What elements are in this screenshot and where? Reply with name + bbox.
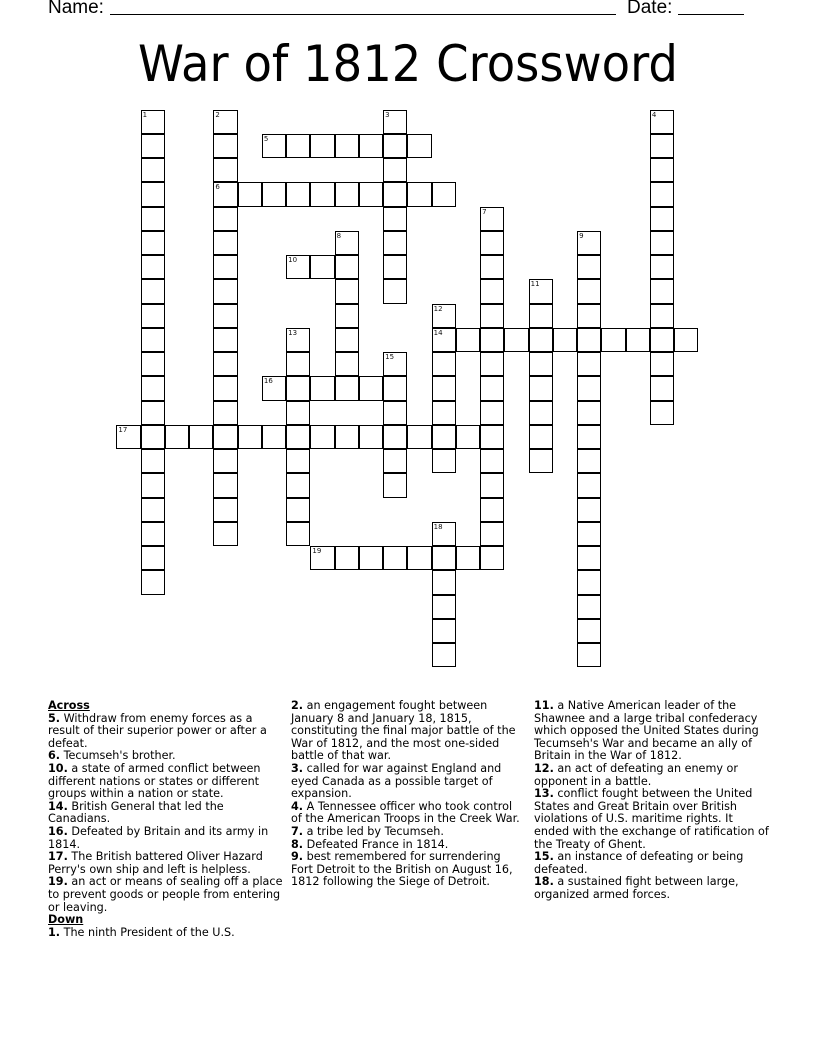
grid-cell[interactable]	[480, 522, 504, 546]
grid-cell[interactable]	[480, 328, 504, 352]
clue-text: an engagement fought between January 8 and January 18, 1815, constituting the final major battle of the War of 1812, and the most one-sided battle of that war.	[291, 699, 516, 763]
grid-cell[interactable]	[335, 352, 359, 376]
date-label: Date:	[627, 0, 673, 18]
grid-cell[interactable]	[213, 182, 237, 206]
grid-cell[interactable]	[383, 158, 407, 182]
grid-cell[interactable]	[141, 231, 165, 255]
grid-cell[interactable]	[577, 643, 601, 667]
grid-cell[interactable]	[529, 376, 553, 400]
grid-cell[interactable]	[286, 376, 310, 400]
grid-cell[interactable]	[141, 182, 165, 206]
grid-cell[interactable]	[213, 255, 237, 279]
grid-cell[interactable]	[577, 595, 601, 619]
grid-cell[interactable]	[310, 182, 334, 206]
clue-number: 3.	[291, 761, 304, 775]
grid-cell[interactable]	[335, 182, 359, 206]
grid-cell[interactable]	[432, 546, 456, 570]
grid-cell[interactable]	[141, 376, 165, 400]
grid-cell[interactable]	[116, 425, 140, 449]
clue-column-3	[534, 700, 769, 902]
clue-number-label: 14	[433, 328, 443, 337]
clue-down-15	[534, 851, 769, 876]
clue-across-10	[48, 763, 283, 801]
grid-cell[interactable]	[383, 134, 407, 158]
grid-cell[interactable]	[650, 158, 674, 182]
grid-cell[interactable]	[529, 352, 553, 376]
grid-cell[interactable]	[480, 498, 504, 522]
grid-cell[interactable]	[577, 328, 601, 352]
grid-cell[interactable]	[335, 255, 359, 279]
clue-text: an act or means of sealing off a place to prevent goods or people from entering or leaving.	[48, 875, 283, 914]
grid-cell[interactable]	[141, 449, 165, 473]
clue-across-19	[48, 876, 283, 914]
clue-text: best remembered for surrendering Fort Detroit to the British on August 16, 1812 following the Siege of Detroit.	[291, 850, 513, 889]
grid-cell[interactable]	[650, 134, 674, 158]
grid-cell[interactable]	[141, 158, 165, 182]
clue-number-label: 2	[215, 110, 220, 119]
clue-number-label: 18	[433, 522, 443, 531]
name-label: Name:	[48, 0, 104, 18]
clue-across-17	[48, 851, 283, 876]
clue-number-label: 6	[215, 183, 220, 192]
grid-cell[interactable]	[286, 449, 310, 473]
grid-cell[interactable]	[335, 546, 359, 570]
grid-cell[interactable]	[577, 425, 601, 449]
grid-cell[interactable]	[286, 134, 310, 158]
grid-cell[interactable]	[310, 255, 334, 279]
clue-text: an act of defeating an enemy or opponent in a battle.	[534, 761, 738, 788]
grid-cell[interactable]	[189, 425, 213, 449]
grid-cell[interactable]	[213, 449, 237, 473]
clue-number: 7.	[291, 824, 304, 838]
grid-cell[interactable]	[480, 255, 504, 279]
grid-cell[interactable]	[650, 376, 674, 400]
clue-number-label: 5	[263, 134, 269, 143]
clue-number-label: 12	[433, 304, 443, 313]
clue-text: conflict fought between the United States and Great Britain over British violations of U.S. maritime rights. It ended with the exchange of ratification of the Treaty of Ghent.	[534, 787, 769, 851]
down-heading: Down	[48, 913, 84, 927]
grid-cell[interactable]	[674, 328, 698, 352]
clue-text: Withdraw from enemy forces as a result of their superior power or after a defeat.	[48, 711, 267, 750]
grid-cell[interactable]	[432, 643, 456, 667]
grid-cell[interactable]	[626, 328, 650, 352]
grid-cell[interactable]	[141, 425, 165, 449]
grid-cell[interactable]	[141, 134, 165, 158]
grid-cell[interactable]	[529, 449, 553, 473]
grid-cell[interactable]	[141, 522, 165, 546]
grid-cell[interactable]	[577, 570, 601, 594]
grid-cell[interactable]	[407, 134, 431, 158]
grid-cell[interactable]	[650, 231, 674, 255]
clue-down-1	[48, 927, 283, 940]
grid-cell[interactable]	[577, 255, 601, 279]
grid-cell[interactable]	[480, 304, 504, 328]
clue-number: 8.	[291, 837, 304, 851]
clue-number: 18.	[534, 875, 554, 889]
grid-cell[interactable]	[213, 304, 237, 328]
grid-cell[interactable]	[650, 352, 674, 376]
grid-cell[interactable]	[456, 546, 480, 570]
grid-cell[interactable]	[286, 255, 310, 279]
grid-cell[interactable]	[238, 182, 262, 206]
clue-text: called for war against England and eyed Canada as a possible target of expansion.	[291, 761, 502, 801]
clue-text: Defeated France in 1814.	[306, 837, 449, 851]
grid-cell[interactable]	[213, 473, 237, 497]
grid-cell[interactable]	[432, 449, 456, 473]
clue-text: an instance of defeating or being defeated.	[534, 850, 744, 876]
grid-cell[interactable]	[383, 425, 407, 449]
grid-cell[interactable]	[577, 279, 601, 303]
grid-cell[interactable]	[213, 522, 237, 546]
grid-cell[interactable]	[577, 401, 601, 425]
grid-cell[interactable]	[141, 473, 165, 497]
grid-cell[interactable]	[456, 425, 480, 449]
clue-text: Defeated by Britain and its army in 1814.	[48, 824, 269, 851]
clue-down-11	[534, 700, 769, 763]
clue-number-label: 19	[312, 547, 322, 556]
grid-cell[interactable]	[432, 376, 456, 400]
grid-cell[interactable]	[432, 595, 456, 619]
grid-cell[interactable]	[529, 328, 553, 352]
clue-down-3	[291, 763, 526, 801]
grid-cell[interactable]	[286, 498, 310, 522]
grid-cell[interactable]	[529, 401, 553, 425]
clue-across-16	[48, 826, 283, 851]
grid-cell[interactable]	[262, 182, 286, 206]
clue-number: 17.	[48, 850, 68, 864]
clue-number-label: 16	[263, 377, 273, 386]
clue-down-13	[534, 788, 769, 851]
grid-cell[interactable]	[432, 328, 456, 352]
grid-cell[interactable]	[213, 352, 237, 376]
grid-cell[interactable]	[286, 328, 310, 352]
grid-cell[interactable]	[383, 110, 407, 134]
grid-cell[interactable]	[383, 255, 407, 279]
clue-number: 1.	[48, 925, 61, 939]
clue-number: 12.	[534, 761, 554, 775]
grid-cell[interactable]	[432, 619, 456, 643]
grid-cell[interactable]	[213, 134, 237, 158]
grid-cell[interactable]	[480, 546, 504, 570]
grid-cell[interactable]	[141, 328, 165, 352]
clue-text: The British battered Oliver Hazard Perry's own ship and left is helpless.	[48, 850, 263, 876]
grid-cell[interactable]	[141, 255, 165, 279]
clue-number: 15.	[534, 850, 554, 864]
grid-cell[interactable]	[310, 376, 334, 400]
grid-cell[interactable]	[577, 619, 601, 643]
clue-number: 19.	[48, 875, 68, 889]
grid-cell[interactable]	[407, 182, 431, 206]
clue-number: 6.	[48, 749, 61, 763]
grid-cell[interactable]	[650, 304, 674, 328]
clue-down-4	[291, 801, 526, 826]
grid-cell[interactable]	[383, 401, 407, 425]
clue-across-14	[48, 801, 283, 826]
clue-down-12	[534, 763, 769, 788]
clue-down-18	[534, 876, 769, 901]
clue-number-label: 1	[142, 110, 148, 119]
grid-cell[interactable]	[383, 279, 407, 303]
grid-cell[interactable]	[480, 401, 504, 425]
grid-cell[interactable]	[213, 425, 237, 449]
grid-cell[interactable]	[383, 449, 407, 473]
clue-text: a Native American leader of the Shawnee and a large tribal confederacy which opposed the United States during Tecumseh's War and became an ally of Britain in the War of 1812.	[534, 699, 759, 763]
grid-cell[interactable]	[577, 522, 601, 546]
grid-cell[interactable]	[213, 376, 237, 400]
grid-cell[interactable]	[213, 158, 237, 182]
clue-number-label: 3	[385, 110, 390, 119]
across-heading: Across	[48, 699, 90, 712]
grid-cell[interactable]	[262, 425, 286, 449]
grid-cell[interactable]	[432, 425, 456, 449]
grid-cell[interactable]	[213, 498, 237, 522]
clue-number-label: 10	[288, 256, 298, 265]
grid-cell[interactable]	[383, 182, 407, 206]
clue-text: a tribe led by Tecumseh.	[306, 824, 444, 838]
grid-cell[interactable]	[310, 134, 334, 158]
grid-cell[interactable]	[480, 207, 504, 231]
grid-cell[interactable]	[577, 546, 601, 570]
clue-number-label: 13	[288, 328, 298, 337]
clue-down-2	[291, 700, 526, 763]
grid-cell[interactable]	[141, 401, 165, 425]
grid-cell[interactable]	[141, 110, 165, 134]
grid-cell[interactable]	[286, 425, 310, 449]
grid-cell[interactable]	[480, 279, 504, 303]
grid-cell[interactable]	[238, 425, 262, 449]
grid-cell[interactable]	[141, 570, 165, 594]
grid-cell[interactable]	[432, 304, 456, 328]
clue-number: 16.	[48, 824, 68, 838]
grid-cell[interactable]	[407, 425, 431, 449]
clue-across-5	[48, 713, 283, 751]
clue-number: 5.	[48, 711, 61, 725]
grid-cell[interactable]	[335, 328, 359, 352]
clue-column-1	[48, 700, 283, 939]
grid-cell[interactable]	[480, 425, 504, 449]
grid-cell[interactable]	[480, 352, 504, 376]
grid-cell[interactable]	[165, 425, 189, 449]
grid-cell[interactable]	[529, 304, 553, 328]
clue-text: A Tennessee officer who took control of the American Troops in the Creek War.	[291, 799, 520, 826]
grid-cell[interactable]	[310, 546, 334, 570]
grid-cell[interactable]	[383, 207, 407, 231]
grid-cell[interactable]	[529, 279, 553, 303]
grid-cell[interactable]	[213, 279, 237, 303]
grid-cell[interactable]	[577, 231, 601, 255]
grid-cell[interactable]	[262, 134, 286, 158]
grid-cell[interactable]	[359, 376, 383, 400]
grid-cell[interactable]	[335, 304, 359, 328]
grid-cell[interactable]	[432, 570, 456, 594]
clue-text: British General that led the Canadians.	[48, 799, 224, 826]
grid-cell[interactable]	[213, 231, 237, 255]
grid-cell[interactable]	[141, 304, 165, 328]
clue-number: 14.	[48, 799, 68, 813]
grid-cell[interactable]	[650, 110, 674, 134]
grid-cell[interactable]	[359, 182, 383, 206]
grid-cell[interactable]	[213, 110, 237, 134]
clue-number: 10.	[48, 761, 68, 775]
grid-cell[interactable]	[650, 328, 674, 352]
clue-number: 2.	[291, 699, 304, 712]
grid-cell[interactable]	[286, 352, 310, 376]
clue-text: a state of armed conflict between different nations or states or different groups within a nation or state.	[48, 761, 261, 801]
grid-cell[interactable]	[432, 522, 456, 546]
grid-cell[interactable]	[407, 546, 431, 570]
grid-cell[interactable]	[650, 401, 674, 425]
clue-number-label: 11	[530, 280, 540, 289]
grid-cell[interactable]	[553, 328, 577, 352]
grid-cell[interactable]	[529, 425, 553, 449]
grid-cell[interactable]	[141, 207, 165, 231]
clue-number-label: 15	[385, 353, 395, 362]
clue-number: 9.	[291, 850, 304, 864]
clue-text: The ninth President of the U.S.	[63, 925, 235, 939]
grid-cell[interactable]	[286, 522, 310, 546]
grid-cell[interactable]	[383, 231, 407, 255]
grid-cell[interactable]	[359, 425, 383, 449]
grid-cell[interactable]	[456, 328, 480, 352]
grid-cell[interactable]	[141, 279, 165, 303]
grid-cell[interactable]	[310, 425, 334, 449]
grid-cell[interactable]	[480, 231, 504, 255]
clue-number-label: 17	[118, 425, 128, 434]
clue-number: 11.	[534, 699, 554, 712]
grid-cell[interactable]	[335, 425, 359, 449]
grid-cell[interactable]	[577, 473, 601, 497]
grid-cell[interactable]	[359, 134, 383, 158]
grid-cell[interactable]	[577, 498, 601, 522]
grid-cell[interactable]	[577, 304, 601, 328]
grid-cell[interactable]	[650, 182, 674, 206]
grid-cell[interactable]	[432, 352, 456, 376]
clue-text: Tecumseh's brother.	[63, 749, 176, 763]
grid-cell[interactable]	[141, 498, 165, 522]
grid-cell[interactable]	[383, 352, 407, 376]
grid-cell[interactable]	[650, 255, 674, 279]
clue-down-9	[291, 851, 526, 889]
grid-cell[interactable]	[577, 376, 601, 400]
grid-cell[interactable]	[335, 376, 359, 400]
grid-cell[interactable]	[359, 546, 383, 570]
grid-cell[interactable]	[432, 401, 456, 425]
grid-cell[interactable]	[383, 473, 407, 497]
grid-cell[interactable]	[286, 473, 310, 497]
grid-cell[interactable]	[286, 401, 310, 425]
grid-cell[interactable]	[480, 473, 504, 497]
grid-cell[interactable]	[480, 376, 504, 400]
clue-number: 13.	[534, 787, 554, 801]
clue-number-label: 7	[482, 207, 487, 216]
grid-cell[interactable]	[432, 182, 456, 206]
grid-cell[interactable]	[577, 352, 601, 376]
clue-number-label: 9	[579, 231, 584, 240]
grid-cell[interactable]	[335, 134, 359, 158]
grid-cell[interactable]	[383, 546, 407, 570]
grid-cell[interactable]	[480, 449, 504, 473]
grid-cell[interactable]	[650, 279, 674, 303]
clue-number-label: 8	[336, 231, 342, 240]
grid-cell[interactable]	[213, 328, 237, 352]
grid-cell[interactable]	[262, 376, 286, 400]
clue-column-2	[291, 700, 526, 889]
grid-cell[interactable]	[335, 231, 359, 255]
grid-cell[interactable]	[141, 352, 165, 376]
grid-cell[interactable]	[141, 546, 165, 570]
grid-cell[interactable]	[213, 401, 237, 425]
clue-number: 4.	[291, 799, 304, 813]
page-title: War of 1812 Crossword	[138, 35, 678, 93]
grid-cell[interactable]	[383, 376, 407, 400]
grid-cell[interactable]	[335, 279, 359, 303]
clue-number-label: 4	[651, 110, 657, 119]
grid-cell[interactable]	[504, 328, 528, 352]
grid-cell[interactable]	[650, 207, 674, 231]
clue-text: a sustained fight between large, organized armed forces.	[534, 875, 739, 901]
grid-cell[interactable]	[286, 182, 310, 206]
grid-cell[interactable]	[577, 449, 601, 473]
grid-cell[interactable]	[601, 328, 625, 352]
grid-cell[interactable]	[213, 207, 237, 231]
